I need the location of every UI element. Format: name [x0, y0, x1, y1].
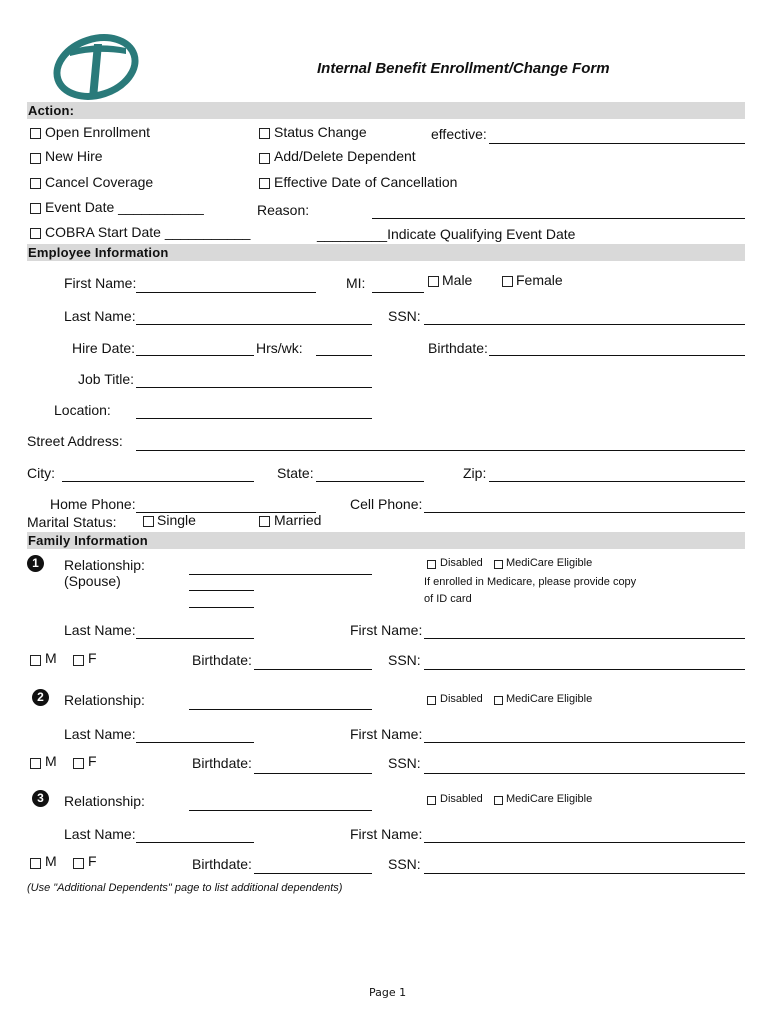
dep3-first-name-label: First Name:: [350, 826, 423, 842]
cancel-coverage-label: Cancel Coverage: [45, 174, 154, 190]
dep1-f-checkbox[interactable]: [73, 655, 84, 666]
form-title: Internal Benefit Enrollment/Change Form: [317, 60, 610, 77]
dep2-medicare-label: MediCare Eligible: [506, 693, 593, 705]
dep1-last-name-label: Last Name:: [64, 622, 136, 638]
family-section-header: [27, 532, 745, 549]
action-section-header: [27, 102, 745, 119]
dep1-first-name-field[interactable]: [424, 638, 745, 639]
add-delete-dependent-checkbox[interactable]: [259, 153, 270, 164]
dep1-spouse-label: (Spouse): [64, 573, 121, 589]
dep1-birthdate-label: Birthdate:: [192, 652, 252, 668]
city-label: City:: [27, 465, 55, 481]
cobra-start-checkbox[interactable]: [30, 228, 41, 239]
dep2-f-label: F: [88, 753, 97, 769]
effective-date-cancellation-checkbox[interactable]: [259, 178, 270, 189]
dep3-medicare-label: MediCare Eligible: [506, 793, 593, 805]
mi-field[interactable]: [372, 292, 424, 293]
dep1-disabled-checkbox[interactable]: [427, 560, 436, 569]
ssn-field[interactable]: [424, 324, 745, 325]
family-header-label: Family Information: [28, 533, 148, 548]
dep1-relationship-label: Relationship:: [64, 557, 145, 573]
dep2-disabled-label: Disabled: [440, 693, 483, 705]
status-change-checkbox[interactable]: [259, 128, 270, 139]
dep3-relationship-field[interactable]: [189, 810, 372, 811]
dep2-relationship-field[interactable]: [189, 709, 372, 710]
married-checkbox[interactable]: [259, 516, 270, 527]
dep1-disabled-label: Disabled: [440, 557, 483, 569]
ssn-label: SSN:: [388, 308, 421, 324]
dep3-m-checkbox[interactable]: [30, 858, 41, 869]
street-address-label: Street Address:: [27, 433, 123, 449]
dep2-f-checkbox[interactable]: [73, 758, 84, 769]
dep3-first-name-field[interactable]: [424, 842, 745, 843]
dep1-relationship-field[interactable]: [189, 574, 372, 575]
dep2-ssn-field[interactable]: [424, 773, 745, 774]
dep1-extra-field-2[interactable]: [189, 607, 254, 608]
mi-label: MI:: [346, 275, 366, 291]
effective-field[interactable]: [489, 143, 745, 144]
dep1-first-name-label: First Name:: [350, 622, 423, 638]
location-label: Location:: [54, 402, 111, 418]
hrs-wk-field[interactable]: [316, 355, 372, 356]
zip-label: Zip:: [463, 465, 487, 481]
marital-status-label: Marital Status:: [27, 514, 117, 530]
dep2-birthdate-label: Birthdate:: [192, 755, 252, 771]
dep3-birthdate-label: Birthdate:: [192, 856, 252, 872]
job-title-field[interactable]: [136, 387, 372, 388]
city-field[interactable]: [62, 481, 254, 482]
additional-dependents-note: (Use "Additional Dependents" page to list additional dependents): [27, 882, 343, 894]
reason-label: Reason:: [257, 202, 310, 218]
first-name-field[interactable]: [136, 292, 316, 293]
male-label: Male: [442, 272, 473, 288]
open-enrollment-checkbox[interactable]: [30, 128, 41, 139]
reason-field[interactable]: [372, 218, 745, 219]
dep3-f-checkbox[interactable]: [73, 858, 84, 869]
dep3-f-label: F: [88, 853, 97, 869]
dep1-medicare-note-1: If enrolled in Medicare, please provide copy: [424, 576, 637, 588]
female-checkbox[interactable]: [502, 276, 513, 287]
dep1-m-checkbox[interactable]: [30, 655, 41, 666]
birthdate-field[interactable]: [489, 355, 745, 356]
dependent-1-number: 1: [27, 555, 44, 572]
effective-date-cancellation-label: Effective Date of Cancellation: [274, 174, 458, 190]
effective-label: effective:: [431, 126, 487, 142]
male-checkbox[interactable]: [428, 276, 439, 287]
employee-section-header: [27, 244, 745, 261]
cancel-coverage-checkbox[interactable]: [30, 178, 41, 189]
open-enrollment-label: Open Enrollment: [45, 124, 151, 140]
dep1-m-label: M: [45, 650, 57, 666]
dep2-m-checkbox[interactable]: [30, 758, 41, 769]
dep2-first-name-label: First Name:: [350, 726, 423, 742]
company-logo: [50, 32, 142, 102]
single-checkbox[interactable]: [143, 516, 154, 527]
job-title-label: Job Title:: [78, 371, 135, 387]
dep1-f-label: F: [88, 650, 97, 666]
new-hire-checkbox[interactable]: [30, 153, 41, 164]
dep2-ssn-label: SSN:: [388, 755, 421, 771]
dep2-last-name-field[interactable]: [136, 742, 254, 743]
dep3-ssn-field[interactable]: [424, 873, 745, 874]
add-delete-dependent-label: Add/Delete Dependent: [274, 148, 416, 164]
dep3-birthdate-field[interactable]: [254, 873, 372, 874]
dep3-last-name-field[interactable]: [136, 842, 254, 843]
event-date-checkbox[interactable]: [30, 203, 41, 214]
dep2-medicare-checkbox[interactable]: [494, 696, 503, 705]
dep1-medicare-checkbox[interactable]: [494, 560, 503, 569]
dep1-birthdate-field[interactable]: [254, 669, 372, 670]
birthdate-label: Birthdate:: [428, 340, 488, 356]
cell-phone-field[interactable]: [424, 512, 745, 513]
employee-header-label: Employee Information: [28, 245, 169, 260]
dep1-ssn-label: SSN:: [388, 652, 421, 668]
dep2-birthdate-field[interactable]: [254, 773, 372, 774]
dep3-disabled-label: Disabled: [440, 793, 483, 805]
event-date-label: Event Date ___________: [45, 199, 204, 215]
zip-field[interactable]: [489, 481, 745, 482]
dep1-extra-field-1[interactable]: [189, 590, 254, 591]
dep1-medicare-note-2: of ID card: [424, 593, 472, 605]
married-label: Married: [274, 512, 322, 528]
dep1-last-name-field[interactable]: [136, 638, 254, 639]
last-name-field[interactable]: [136, 324, 372, 325]
dep2-first-name-field[interactable]: [424, 742, 745, 743]
new-hire-label: New Hire: [45, 148, 103, 164]
street-address-field[interactable]: [136, 450, 745, 451]
home-phone-label: Home Phone:: [50, 496, 136, 512]
hire-date-field[interactable]: [136, 355, 254, 356]
dep3-m-label: M: [45, 853, 57, 869]
dep3-medicare-checkbox[interactable]: [494, 796, 503, 805]
state-label: State:: [277, 465, 314, 481]
dep2-m-label: M: [45, 753, 57, 769]
qualifying-event-label: _________Indicate Qualifying Event Date: [317, 226, 576, 242]
dep1-ssn-field[interactable]: [424, 669, 745, 670]
dep1-medicare-label: MediCare Eligible: [506, 557, 593, 569]
hire-date-label: Hire Date:: [72, 340, 136, 356]
status-change-label: Status Change: [274, 124, 367, 140]
dep2-last-name-label: Last Name:: [64, 726, 136, 742]
dep2-relationship-label: Relationship:: [64, 692, 145, 708]
dep3-relationship-label: Relationship:: [64, 793, 145, 809]
hrs-wk-label: Hrs/wk:: [256, 340, 303, 356]
female-label: Female: [516, 272, 563, 288]
last-name-label: Last Name:: [64, 308, 136, 324]
location-field[interactable]: [136, 418, 372, 419]
single-label: Single: [157, 512, 196, 528]
dep3-disabled-checkbox[interactable]: [427, 796, 436, 805]
first-name-label: First Name:: [64, 275, 137, 291]
dep3-last-name-label: Last Name:: [64, 826, 136, 842]
dep3-ssn-label: SSN:: [388, 856, 421, 872]
dependent-2-number: 2: [32, 689, 49, 706]
dep2-disabled-checkbox[interactable]: [427, 696, 436, 705]
page-number: Page 1: [369, 986, 407, 999]
dependent-3-number: 3: [32, 790, 49, 807]
action-header-label: Action:: [28, 103, 75, 118]
state-field[interactable]: [316, 481, 424, 482]
cobra-start-label: COBRA Start Date ___________: [45, 224, 251, 240]
cell-phone-label: Cell Phone:: [350, 496, 423, 512]
